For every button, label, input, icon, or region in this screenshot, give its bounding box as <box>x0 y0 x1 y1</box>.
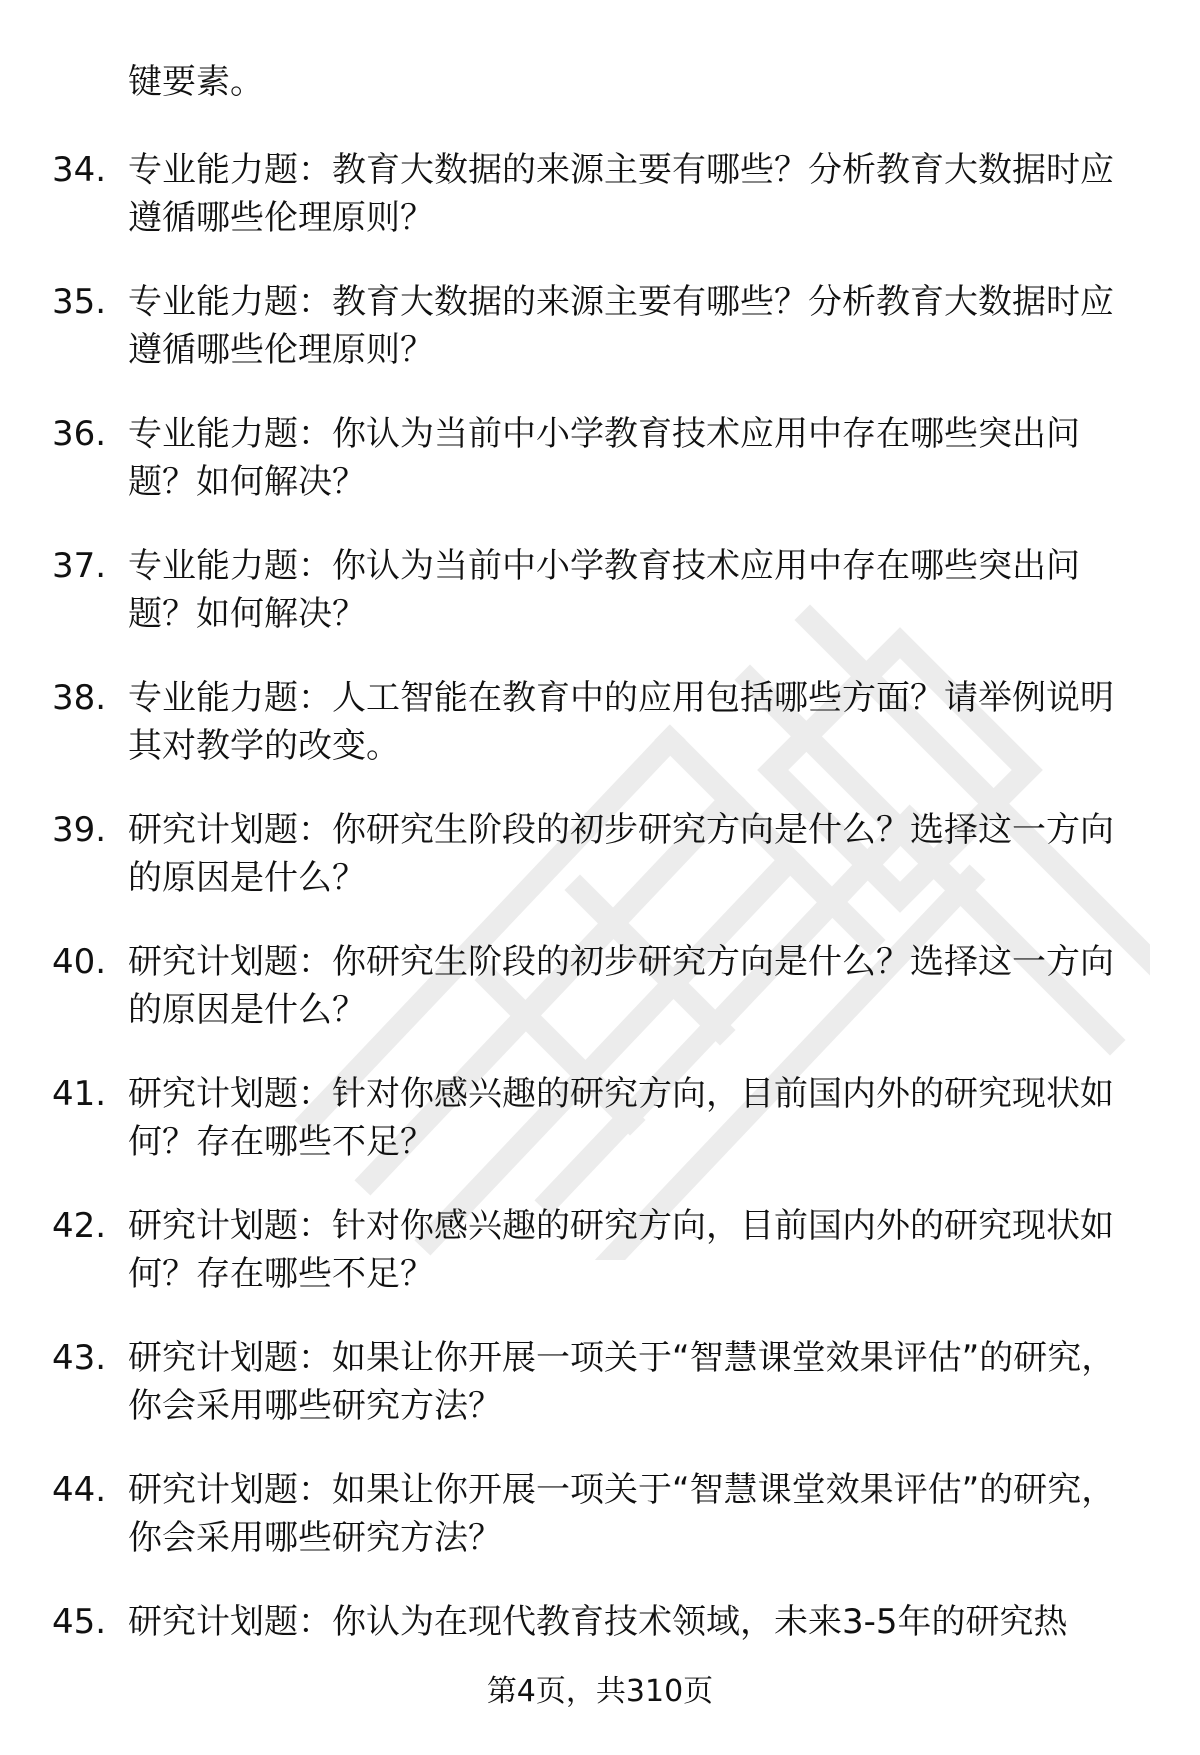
question-text: 专业能力题：你认为当前中小学教育技术应用中存在哪些突出问题？如何解决？ <box>128 546 1080 634</box>
question-number: 44. <box>52 1470 107 1510</box>
list-item <box>0 278 1200 410</box>
question-text: 研究计划题：你研究生阶段的初步研究方向是什么？选择这一方向的原因是什么？ <box>128 942 1114 1030</box>
continued-text: 键要素。 <box>128 62 264 102</box>
list-item <box>0 674 1200 806</box>
question-number: 43. <box>52 1338 107 1378</box>
question-list <box>0 146 1200 1730</box>
question-text: 专业能力题：你认为当前中小学教育技术应用中存在哪些突出问题？如何解决？ <box>128 414 1080 502</box>
question-text: 专业能力题：教育大数据的来源主要有哪些？分析教育大数据时应遵循哪些伦理原则？ <box>128 282 1114 370</box>
question-text: 研究计划题：如果让你开展一项关于“智慧课堂效果评估”的研究，你会采用哪些研究方法？ <box>128 1470 1116 1558</box>
list-item <box>0 542 1200 674</box>
page-footer: 第4页，共310页 <box>486 1674 714 1709</box>
question-number: 45. <box>52 1602 107 1642</box>
question-text: 研究计划题：针对你感兴趣的研究方向，目前国内外的研究现状如何？存在哪些不足？ <box>128 1206 1114 1294</box>
list-item <box>0 1334 1200 1466</box>
question-text: 研究计划题：你认为在现代教育技术领域，未来3-5年的研究热 <box>128 1602 1068 1642</box>
list-item <box>0 410 1200 542</box>
question-text: 专业能力题：人工智能在教育中的应用包括哪些方面？请举例说明其对教学的改变。 <box>128 678 1114 766</box>
list-item <box>0 146 1200 278</box>
list-item <box>0 1070 1200 1202</box>
question-text: 专业能力题：教育大数据的来源主要有哪些？分析教育大数据时应遵循哪些伦理原则？ <box>128 150 1114 238</box>
question-number: 38. <box>52 678 107 718</box>
question-number: 36. <box>52 414 107 454</box>
question-number: 34. <box>52 150 107 190</box>
question-number: 40. <box>52 942 107 982</box>
list-item <box>0 1466 1200 1598</box>
question-number: 37. <box>52 546 107 586</box>
question-number: 35. <box>52 282 107 322</box>
question-text: 研究计划题：针对你感兴趣的研究方向，目前国内外的研究现状如何？存在哪些不足？ <box>128 1074 1114 1162</box>
question-number: 39. <box>52 810 107 850</box>
question-number: 41. <box>52 1074 107 1114</box>
list-item <box>0 806 1200 938</box>
list-item <box>0 938 1200 1070</box>
list-item <box>0 1202 1200 1334</box>
question-text: 研究计划题：你研究生阶段的初步研究方向是什么？选择这一方向的原因是什么？ <box>128 810 1114 898</box>
question-text: 研究计划题：如果让你开展一项关于“智慧课堂效果评估”的研究，你会采用哪些研究方法？ <box>128 1338 1116 1426</box>
question-number: 42. <box>52 1206 107 1246</box>
